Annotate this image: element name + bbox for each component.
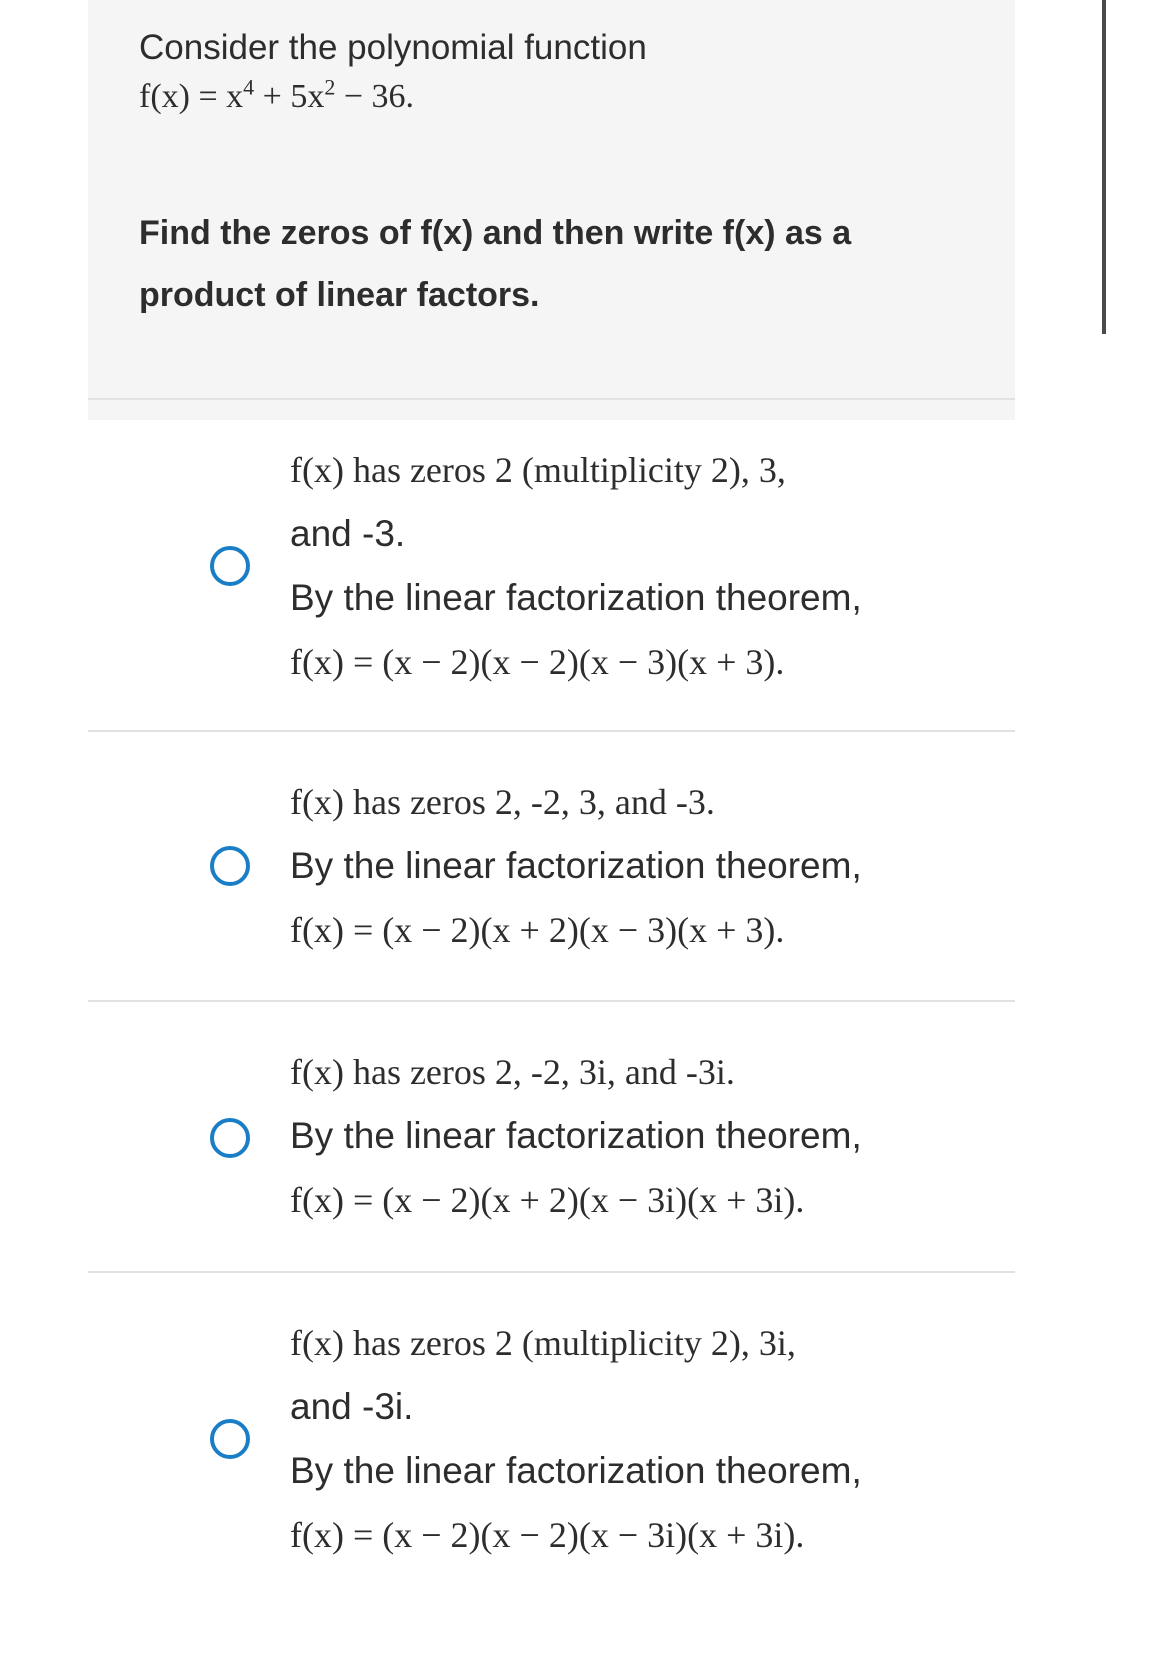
radio-button-2[interactable] <box>210 846 250 886</box>
option-3-text <box>290 1040 980 1232</box>
option-4-theorem: By the linear factorization theorem, <box>290 1450 862 1491</box>
option-2-factorization: f(x) = (x − 2)(x + 2)(x − 3)(x + 3). <box>290 910 785 950</box>
scrollbar[interactable] <box>1102 0 1106 334</box>
option-2-zeros-line1: f(x) has zeros 2, -2, 3, and -3. <box>290 782 715 822</box>
option-4-factorization: f(x) = (x − 2)(x − 2)(x − 3i)(x + 3i). <box>290 1515 805 1555</box>
option-4-zeros-line1: f(x) has zeros 2 (multiplicity 2), 3i, <box>290 1323 796 1363</box>
option-3-theorem: By the linear factorization theorem, <box>290 1115 862 1156</box>
radio-button-4[interactable] <box>210 1419 250 1459</box>
radio-button-1[interactable] <box>210 546 250 586</box>
option-1-zeros-line2: and -3. <box>290 513 406 554</box>
option-1-factorization: f(x) = (x − 2)(x − 2)(x − 3)(x + 3). <box>290 642 785 682</box>
option-2-theorem: By the linear factorization theorem, <box>290 845 862 886</box>
answer-option-4[interactable] <box>88 1273 1015 1654</box>
option-1-theorem: By the linear factorization theorem, <box>290 577 862 618</box>
answer-option-3[interactable] <box>88 1002 1015 1272</box>
question-instruction-line2: product of linear factors. <box>139 276 540 314</box>
question-panel <box>88 0 1015 420</box>
option-4-zeros-line2: and -3i. <box>290 1386 414 1427</box>
option-1-zeros-line1: f(x) has zeros 2 (multiplicity 2), 3, <box>290 450 786 490</box>
option-3-factorization: f(x) = (x − 2)(x + 2)(x − 3i)(x + 3i). <box>290 1180 805 1220</box>
option-3-zeros-line1: f(x) has zeros 2, -2, 3i, and -3i. <box>290 1052 735 1092</box>
option-1-text <box>290 438 980 694</box>
question-intro: Consider the polynomial function <box>139 28 647 67</box>
answer-option-2[interactable] <box>88 732 1015 1000</box>
question-formula: $f(x) = x^4 + 5x^2 - 36$. <box>139 74 415 115</box>
radio-button-3[interactable] <box>210 1118 250 1158</box>
option-2-text <box>290 770 980 962</box>
question-instruction-line1: Find the zeros of f(x) and then write f(x) as a <box>139 214 852 252</box>
option-4-text <box>290 1311 980 1567</box>
answer-option-1[interactable] <box>88 400 1015 730</box>
